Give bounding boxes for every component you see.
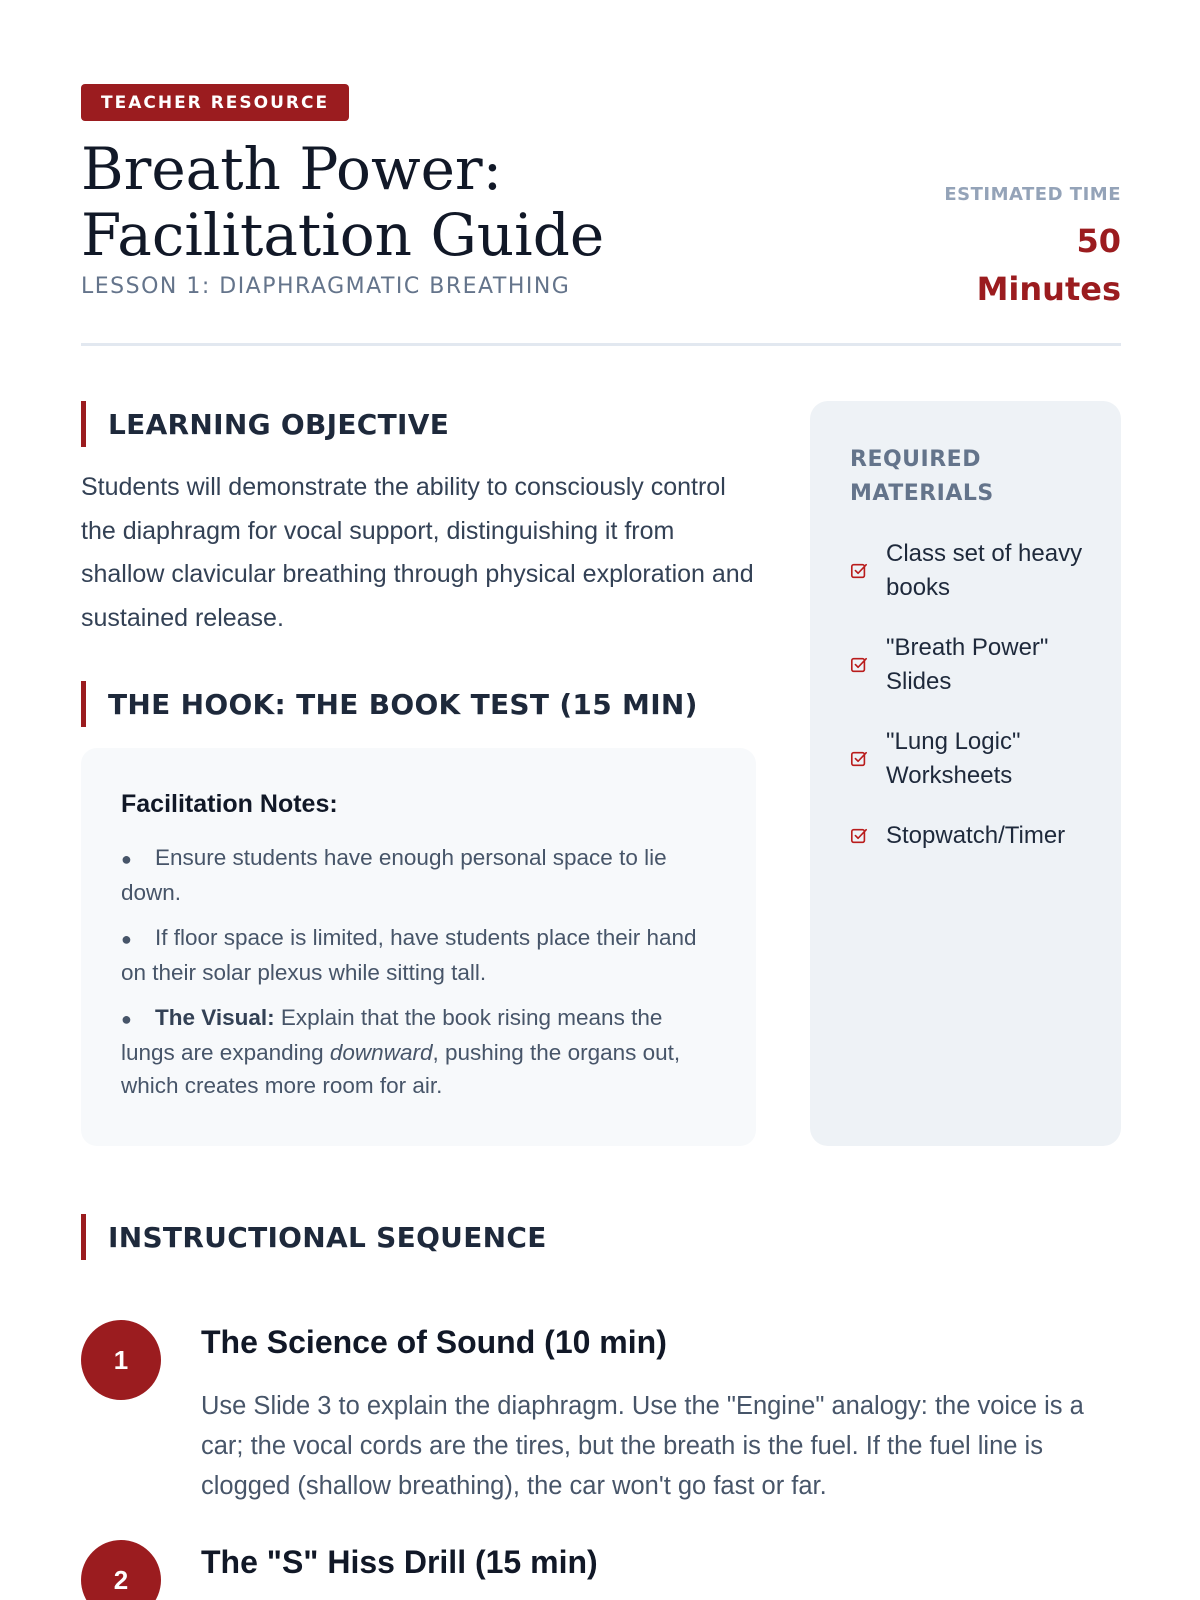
note-text: Ensure students have enough personal space to lie down.	[121, 845, 667, 905]
material-label: Class set of heavy books	[886, 540, 1083, 601]
list-item	[121, 921, 718, 989]
material-label: "Breath Power" Slides	[886, 634, 1049, 695]
facilitation-notes-card	[81, 748, 756, 1146]
visual-text-part-1: Explain that the book rising means the lungs are expanding	[121, 1005, 663, 1065]
page-title: Breath Power: Facilitation Guide	[81, 135, 605, 269]
required-materials-panel	[810, 401, 1121, 1146]
visual-emphasis: downward	[329, 1040, 433, 1065]
visual-text-part-2: , pushing the organs out, which creates more room for air.	[121, 1040, 681, 1098]
facilitation-notes-title: Facilitation Notes:	[121, 790, 338, 818]
bullet-icon: ●	[121, 929, 132, 949]
material-label: "Lung Logic" Worksheets	[886, 728, 1021, 789]
step-number-badge: 1	[81, 1320, 161, 1400]
list-item	[121, 841, 718, 909]
estimated-time	[944, 184, 1121, 313]
learning-objective-text: Students will demonstrate the ability to consciously control the diaphragm for vocal support, distinguishing it from shallow clavicular breathing through physical exploration and sustained release.	[81, 473, 754, 632]
instructional-sequence-heading: INSTRUCTIONAL SEQUENCE	[81, 1214, 1121, 1260]
material-item	[850, 537, 1101, 605]
checkbox-icon	[850, 750, 886, 768]
hook-heading: THE HOOK: THE BOOK TEST (15 MIN)	[81, 681, 761, 727]
step-number-badge: 2	[81, 1540, 161, 1600]
bullet-icon: ●	[121, 1009, 132, 1029]
step-title: The "S" Hiss Drill (15 min)	[201, 1544, 598, 1580]
page-header	[81, 84, 1121, 346]
list-item	[121, 1001, 718, 1102]
facilitation-notes-list	[121, 841, 718, 1102]
lesson-subtitle: LESSON 1: DIAPHRAGMATIC BREATHING	[81, 274, 571, 299]
learning-objective-heading: LEARNING OBJECTIVE	[81, 401, 761, 447]
checkbox-icon	[850, 562, 886, 580]
visual-label: The Visual:	[155, 1005, 275, 1030]
checkbox-icon	[850, 827, 886, 845]
material-label: Stopwatch/Timer	[886, 822, 1066, 849]
checkbox-icon	[850, 656, 886, 674]
step-title: The Science of Sound (10 min)	[201, 1324, 667, 1360]
teacher-resource-badge: TEACHER RESOURCE	[81, 84, 349, 121]
required-materials-heading: REQUIRED MATERIALS	[850, 447, 994, 506]
material-item	[850, 631, 1101, 699]
facilitation-guide-page	[81, 84, 1121, 1595]
estimated-time-value: 50 Minutes	[976, 222, 1121, 308]
note-text: If floor space is limited, have students place their hand on their solar plexus while sitting tall.	[121, 925, 697, 985]
estimated-time-label: ESTIMATED TIME	[944, 184, 1121, 205]
bullet-icon: ●	[121, 849, 132, 869]
step-description: Use Slide 3 to explain the diaphragm. Use the "Engine" analogy: the voice is a car; the vocal cords are the tires, but the breath is the fuel. If the fuel line is clogged (shallow breathing), the car won't go fast or far.	[201, 1392, 1084, 1500]
material-item	[850, 725, 1101, 793]
material-item	[850, 819, 1101, 853]
